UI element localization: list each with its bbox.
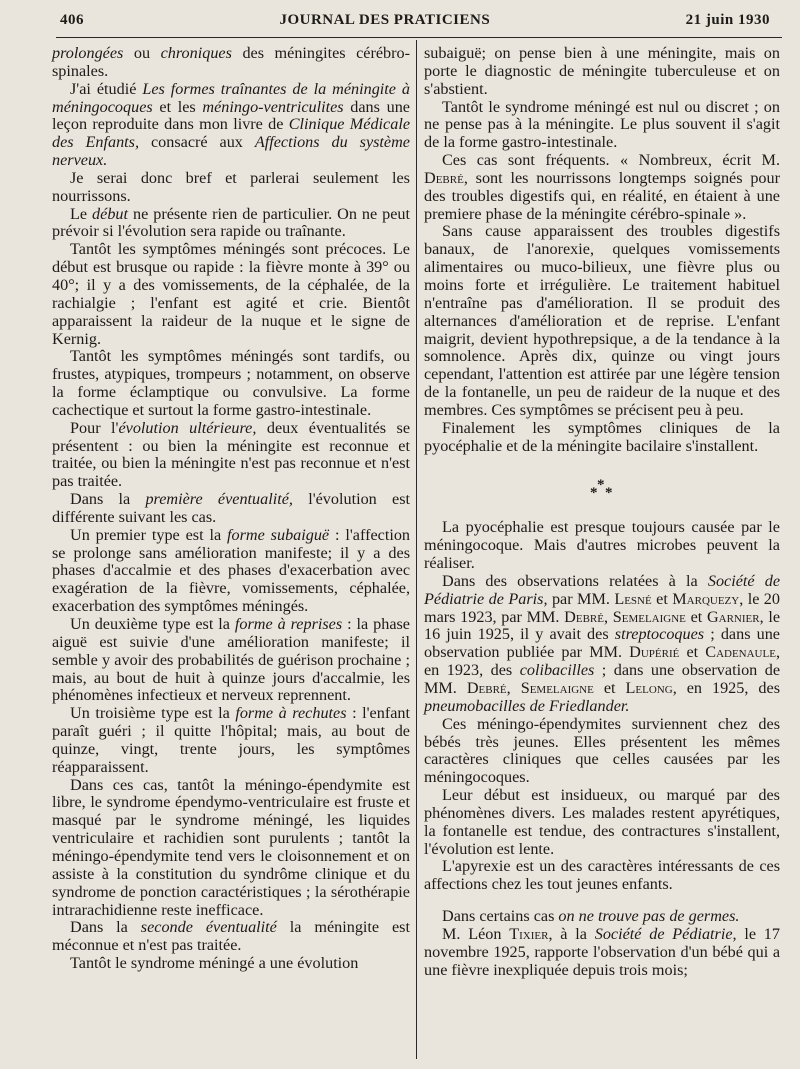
paragraph: subaiguë; on pense bien à une méningite, mais on porte le diagnostic de méningite tuberculeuse et on s'abstient.: [424, 44, 780, 98]
journal-title: JOURNAL DES PRATICIENS: [279, 11, 491, 28]
issue-date: 21 juin 1930: [685, 11, 770, 28]
paragraph: Tantôt les symptômes méningés sont tardifs, ou frustes, atypiques, trompeurs ; notamment, on observe la forme éclamptique ou convulsive. La forme cachectique et surtout la forme gastro-intestinale.: [52, 347, 410, 419]
paragraph: L'apyrexie est un des caractères intéressants de ces affections chez les tout jeunes enfants.: [424, 857, 780, 894]
paragraph: Je serai donc bref et parlerai seulement les nourrissons.: [52, 168, 410, 205]
paragraph: Un premier type est la forme subaiguë : l'affection se prolonge sans amélioration manifeste; il y a des phases d'accalmie et des phases d'exacerbation avec exagération de la fièvre, vomissements, céphalée, exacerbation des symptômes méningés.: [52, 525, 411, 616]
page-number: 406: [60, 11, 84, 28]
paragraph: Tantôt les symptômes méningés sont précoces. Le début est brusque ou rapide : la fièvre monte à 39° ou 40°; il y a des vomissements, de la céphalée, de la rachialgie ; l'enfant est agité et crie. Bientôt apparaissent la raideur de la nuque et le signe de Kernig.: [52, 240, 410, 348]
paragraph: Leur début est insidueux, ou marqué par des phénomènes divers. Les malades restent apyrétiques, la fontanelle est tendue, des contractures s'installent, l'évolution est lente.: [424, 786, 780, 858]
page-header: [60, 6, 770, 34]
separator-star: *: [597, 477, 605, 494]
paragraph: Dans la seconde éventualité la méningite est méconnue et n'est pas traitée.: [52, 918, 410, 955]
paragraph: Dans la première éventualité, l'évolution est différente suivant les cas.: [52, 490, 410, 526]
paragraph: Dans des observations relatées à la Société de Pédiatrie de Paris, par MM. Lesné et Marquezy, le 20 mars 1923, par MM. Debré, Semelaigne et Garnier, le 16 juin 1925, il y avait des streptocoques ; dans une observation publiée par MM. Dupérié et Cadenaule, en 1923, des colibacilles ; dans une observation de MM. Debré, Semelaigne et Lelong, en 1925, des pneumobacilles de Friedlander.: [424, 571, 781, 715]
column-divider: [416, 40, 417, 1059]
left-column: [52, 45, 410, 973]
paragraph: Pour l'évolution ultérieure, deux éventualités se présentent : ou bien la méningite est reconnue et traitée, ou bien la méningite n'est pas reconnue et n'est pas traitée.: [52, 418, 411, 491]
header-rule: [56, 37, 782, 38]
paragraph: Le début ne présente rien de particulier. On ne peut prévoir si l'évolution sera rapide ou traînante.: [52, 204, 410, 241]
paragraph: J'ai étudié Les formes traînantes de la méningite à méningocoques et les méningo-ventriculites dans une leçon reproduite dans mon livre de Clinique Médicale des Enfants, consacré aux Affections du système nerveux.: [52, 79, 411, 170]
paragraph: Ces cas sont fréquents. « Nombreux, écrit M. Debré, sont les nourrissons longtemps soignés pour des troubles digestifs qui, en réalité, en étaient à une premiere phase de la méningite cérébro-spinale ».: [424, 151, 780, 223]
paragraph: La pyocéphalie est presque toujours causée par le méningocoque. Mais d'autres microbes peuvent la réaliser.: [424, 518, 780, 573]
paragraph: Finalement les symptômes cliniques de la pyocéphalie et de la méningite bacilaire s'installent.: [424, 418, 780, 455]
paragraph: Un troisième type est la forme à rechutes : l'enfant paraît guéri ; il quitte l'hôpital; mais, au bout de quinze, vingt, trente jours, les symptômes réapparaissent.: [52, 704, 410, 776]
paragraph: M. Léon Tixier, à la Société de Pédiatrie, le 17 novembre 1925, rapporte l'observation d'un bébé qui a une fièvre inexpliquée depuis trois mois;: [424, 924, 780, 979]
paragraph: prolongées ou chroniques des méningites cérébro-spinales.: [52, 44, 411, 80]
paragraph: Un deuxième type est la forme à reprises : la phase aiguë est suivie d'une amélioration manifeste; il semble y avoir des probabilités de guérison prochaine ; mais, au bout de huit à quinze jours d'accalmie, les phénomènes infectieux et nerveux reprennent.: [52, 615, 410, 705]
paragraph: Sans cause apparaissent des troubles digestifs banaux, de l'anorexie, quelques vomissements alimentaires ou muco-bilieux, une fièvre plus ou moins forte et irrégulière. Le traitement habituel n'entraîne pas d'amélioration. Il se produit des alternances d'amélioration et de reprise. L'enfant maigrit, devient hypothrepsique, a de la tendance à la somnolence. Après dix, quinze ou vingt jours cependant, l'attention est attirée par une légère tension de la fontanelle, un peu de raideur de la nuque et des membres. Ces symptômes se précisent peu à peu.: [424, 222, 780, 419]
separator-star: *: [605, 485, 613, 502]
paragraph: Ces méningo-épendymites surviennent chez des bébés très jeunes. Elles présentent les mêmes caractères cliniques que celles causées par les méningocoques.: [424, 714, 780, 787]
separator-star: *: [590, 485, 598, 502]
paragraph: Tantôt le syndrome méningé a une évolution: [70, 954, 359, 973]
paragraph: Dans ces cas, tantôt la méningo-épendymite est libre, le syndrome épendymo-ventriculaire est fruste et masqué par le syndrome méningé, les liquides ventriculaire et rachidien sont purulents ; tantôt la méningo-épendymite tend vers le cloisonnement et on assiste à la constitution du syndrôme clinique et du syndrome de ponction caractéristiques ; la sérothérapie intrarachidienne reste inefficace.: [52, 775, 410, 919]
paragraph: Tantôt le syndrome méningé est nul ou discret ; on ne pense pas à la méningite. Le plus souvent il s'agit de la forme gastro-intestinale.: [424, 97, 780, 152]
right-column: [424, 45, 780, 980]
paragraph: Dans certains cas on ne trouve pas de germes.: [442, 907, 740, 926]
section-separator: [424, 455, 780, 519]
